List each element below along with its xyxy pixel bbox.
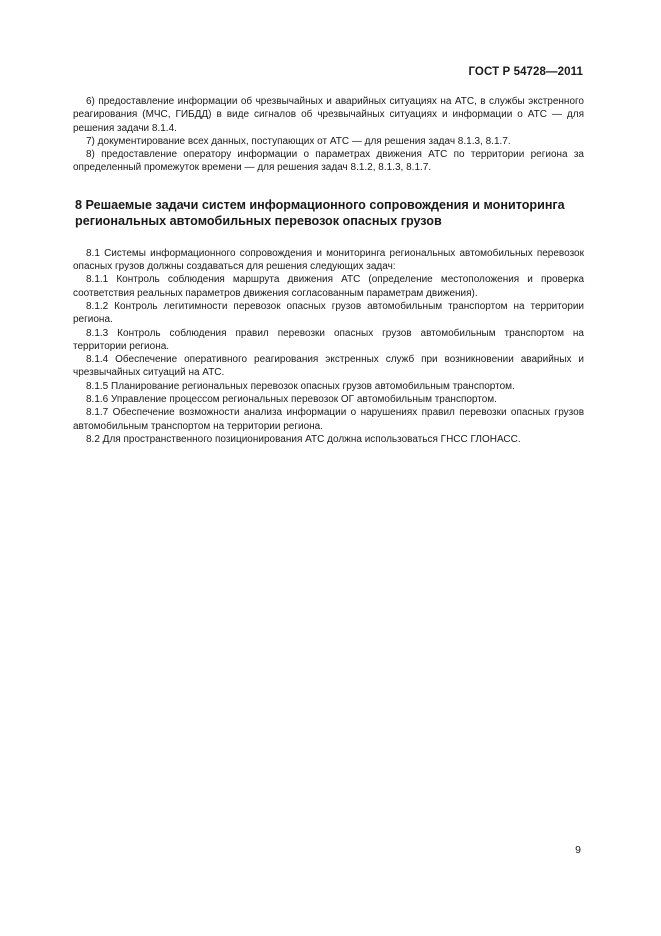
section-paragraph-8-2: 8.2 Для пространственного позиционирования АТС должна использоваться ГНСС ГЛОНАСС. xyxy=(86,433,521,445)
section-paragraph-8-1-2: 8.1.2 Контроль легитимности перевозок опасных грузов автомобильным транспортом на территории региона. xyxy=(73,300,584,326)
intro-item-6: 6) предоставление информации об чрезвычайных и аварийных ситуациях на АТС, в службы экстренного реагирования (МЧС, ГИБДД) в виде сигналов об чрезвычайных ситуациях и информации о АТС — для решения задачи 8.1.4. xyxy=(73,96,584,134)
section-paragraph-8-1: 8.1 Системы информационного сопровождения и мониторинга региональных автомобильных перевозок опасных грузов должны создаваться для решения следующих задач: xyxy=(73,247,584,273)
page-content xyxy=(73,95,584,446)
standard-code: ГОСТ Р 54728—2011 xyxy=(468,66,583,78)
section-paragraph-8-1-3: 8.1.3 Контроль соблюдения правил перевозки опасных грузов автомобильным транспортом на территории региона. xyxy=(73,327,584,352)
section-paragraph-8-1-7: 8.1.7 Обеспечение возможности анализа информации о нарушениях правил перевозки опасных грузов автомобильным транспортом на территории региона. xyxy=(73,407,584,432)
section-paragraph-8-1-5: 8.1.5 Планирование региональных перевозок опасных грузов автомобильным транспортом. xyxy=(86,380,515,392)
intro-item-8: 8) предоставление оператору информации о параметрах движения АТС по территории региона за определенный промежуток времени — для решения задач 8.1.2, 8.1.3, 8.1.7. xyxy=(73,149,584,174)
section-heading: 8 Решаемые задачи систем информационного сопровождения и мониторинга региональных автомобильных перевозок опасных грузов xyxy=(75,197,565,229)
section-paragraph-8-1-1: 8.1.1 Контроль соблюдения маршрута движения АТС (определение местоположения и проверка соответствия реальных параметров движения согласованным параметрам движения). xyxy=(73,274,584,299)
page-number: 9 xyxy=(575,844,581,856)
intro-item-7: 7) документирование всех данных, поступающих от АТС — для решения задач 8.1.3, 8.1.7. xyxy=(86,135,511,147)
section-paragraph-8-1-4: 8.1.4 Обеспечение оперативного реагирования экстренных служб при возникновении аварийных и чрезвычайных ситуаций на АТС. xyxy=(73,354,584,379)
section-paragraph-8-1-6: 8.1.6 Управление процессом региональных перевозок ОГ автомобильным транспортом. xyxy=(86,394,497,406)
